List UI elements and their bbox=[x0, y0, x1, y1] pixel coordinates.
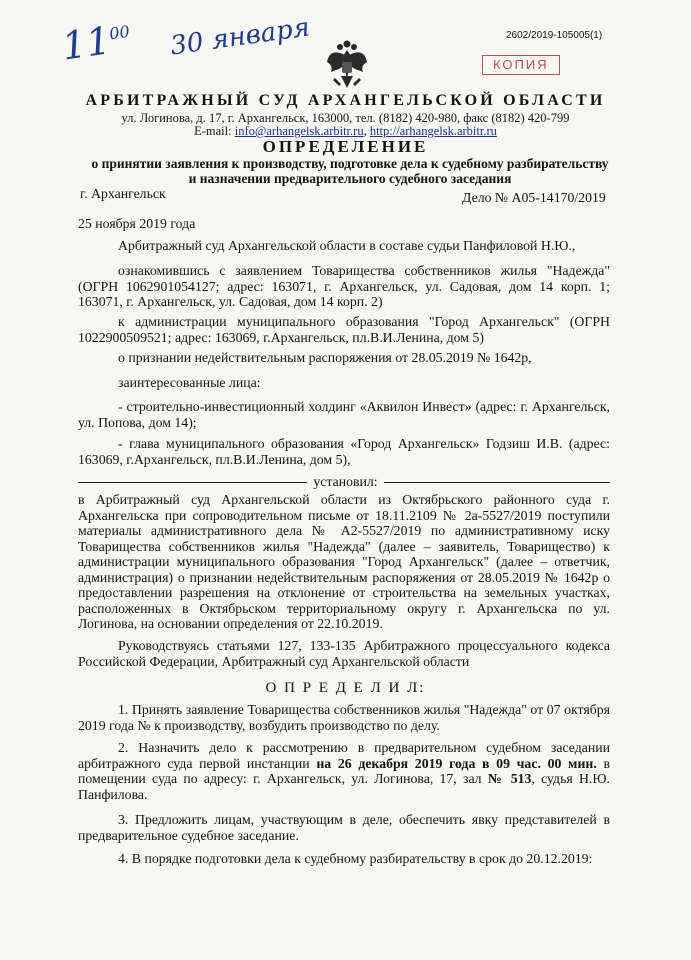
site-separator: , bbox=[363, 124, 370, 138]
item-4: 4. В порядке подготовки дела к судебному разбирательству в срок до 20.12.2019: bbox=[118, 851, 593, 866]
paragraph-interested-parties: заинтересованные лица: bbox=[118, 375, 261, 390]
item-1: 1. Принять заявление Товарищества собственников жилья "Надежда" от 07 октября 2019 года № к производству, возбудить производство по делу. bbox=[78, 702, 610, 733]
coat-of-arms-icon bbox=[325, 40, 369, 90]
paragraph-party-1: - строительно-инвестиционный холдинг «Аквилон Инвест» (адрес: г. Архангельск, ул. Попова, дом 14); bbox=[78, 399, 610, 430]
court-name: АРБИТРАЖНЫЙ СУД АРХАНГЕЛЬСКОЙ ОБЛАСТИ bbox=[85, 92, 606, 109]
item-2-text-c: , судья Н.Ю. Панфилова. bbox=[78, 771, 610, 802]
email-label: E-mail: bbox=[194, 124, 235, 138]
item-2-text-a: 2. Назначить дело к рассмотрению в предварительном судебном заседании арбитражного суда первой инстанции bbox=[78, 740, 610, 771]
handwritten-date: 30 января bbox=[168, 12, 312, 62]
item-2-room: № 513 bbox=[487, 771, 532, 786]
document-title: ОПРЕДЕЛЕНИЕ bbox=[262, 137, 429, 156]
ruling-date: 25 ноября 2019 года bbox=[78, 216, 196, 231]
item-2 bbox=[78, 740, 610, 802]
email-link[interactable]: info@arhangelsk.arbitr.ru bbox=[234, 124, 364, 138]
city: г. Архангельск bbox=[80, 186, 166, 201]
case-number: Дело № А05-14170/2019 bbox=[462, 190, 606, 205]
paragraph-legal-basis: Руководствуясь статьями 127, 133-135 Арбитражного процессуального кодекса Российской Федерации, Арбитражный суд Архангельской области bbox=[78, 638, 610, 669]
item-2-datetime: на 26 декабря 2019 года в 09 час. 00 мин. bbox=[316, 755, 597, 771]
copy-stamp: КОПИЯ bbox=[482, 55, 560, 75]
item-2-text-b: в помещении суда по адресу: г. Архангельск, ул. Логинова, 17, зал bbox=[78, 755, 611, 786]
website-link[interactable]: http://arhangelsk.arbitr.ru bbox=[369, 124, 497, 138]
handwritten-number-sup: 00 bbox=[108, 21, 131, 44]
paragraph-court-composition: Арбитражный суд Архангельской области в составе судьи Панфиловой Н.Ю., bbox=[118, 238, 576, 253]
paragraph-respondent: к администрации муниципального образования "Город Архангельск" (ОГРН 1022900509521; адрес: 163069, г.Архангельск, пл.В.И.Ленина, дом 5) bbox=[78, 314, 610, 345]
court-contacts bbox=[0, 124, 691, 138]
paragraph-circumstances: в Арбитражный суд Архангельской области из Октябрьского районного суда г. Архангельска при сопроводительном письме от 18.11.2109 № 2а-5527/2019 поступили материалы административного дела № А2-5527/2019 по административному иску Товарищества собственников жилья "Надежда" (далее – заявитель, Товарищество) к администрации муниципального образования "Город Архангельск" (далее – ответчик, администрация) о признании недействительным распоряжения от 28.05.2019 № 1642р о предоставлении разрешения на отклонение от строительства на земельных участках, расположенных в Октябрьском территориальному округу г. Архангельска по ул. Логинова, на основании определения от 22.10.2019. bbox=[78, 492, 610, 631]
court-address: ул. Логинова, д. 17, г. Архангельск, 163000, тел. (8182) 420-980, факс (8182) 420-799 bbox=[121, 111, 570, 125]
section-established: установил: bbox=[0, 474, 691, 490]
document-number: 2602/2019-105005(1) bbox=[506, 30, 603, 41]
handwritten-number-main: 11 bbox=[59, 18, 114, 69]
paragraph-applicant: ознакомившись с заявлением Товарищества собственников жилья "Надежда" (ОГРН 1062901054127; адрес: 163071, г. Архангельск, ул. Садовая, дом 14 корп. 1; 163071, г. Архангельск, ул. Садовая, дом 14 корп. 2) bbox=[78, 263, 610, 309]
document-subtitle-2: и назначении предварительного судебного заседания bbox=[188, 171, 512, 186]
paragraph-party-2: - глава муниципального образования «Город Архангельск» Годзиш И.В. (адрес: 163069, г.Архангельск, пл.В.И.Ленина, дом 5), bbox=[78, 436, 610, 467]
document-subtitle-1: о принятии заявления к производству, подготовке дела к судебному разбирательству bbox=[91, 156, 609, 171]
handwritten-number bbox=[59, 15, 133, 68]
item-3: 3. Предложить лицам, участвующим в деле, обеспечить явку представителей в предварительное судебное заседание. bbox=[78, 812, 610, 843]
paragraph-subject: о признании недействительным распоряжения от 28.05.2019 № 1642р, bbox=[118, 350, 532, 365]
section-determined: О П Р Е Д Е Л И Л: bbox=[265, 680, 426, 696]
